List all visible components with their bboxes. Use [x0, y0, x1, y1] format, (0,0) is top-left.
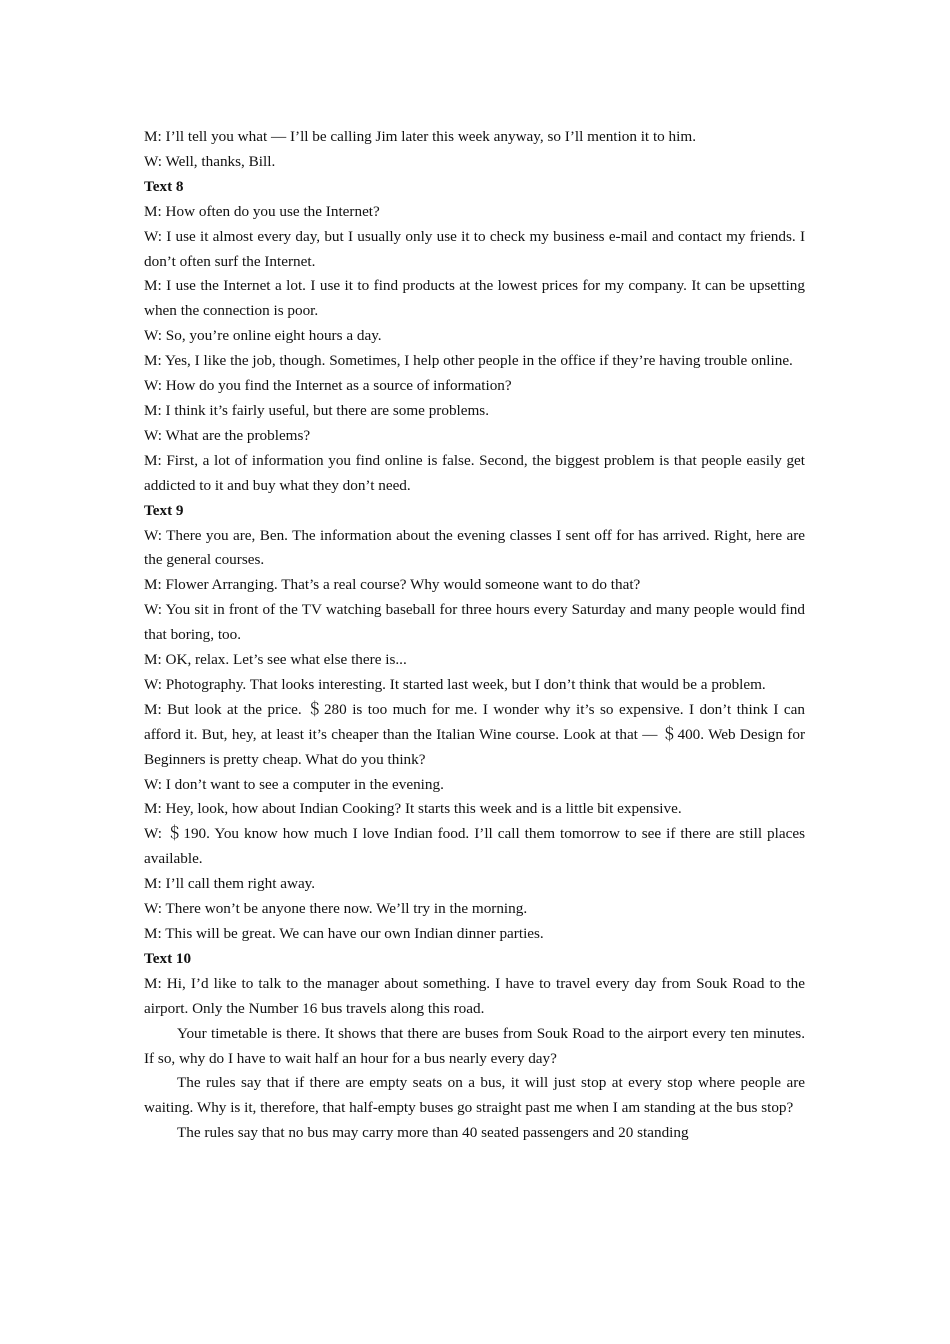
- section-heading: Text 10: [144, 949, 192, 967]
- section-heading: Text 9: [144, 501, 184, 519]
- dialogue-line: W: So, you’re online eight hours a day.: [144, 327, 382, 345]
- dialogue-line: W: Photography. That looks interesting. It started last week, but I don’t think that would be a problem.: [144, 675, 766, 693]
- dialogue-line: W: I don’t want to see a computer in the evening.: [144, 775, 444, 793]
- dialogue-line: M: But look at the price. ＄280 is too much for me. I wonder why it’s so expensive. I don’t think I can afford it. But, hey, at least it’s cheaper than the Italian Wine course. Look at that — ＄400. Web Design for Beginners is pretty cheap. What do you think?: [144, 700, 805, 768]
- dialogue-line: M: Flower Arranging. That’s a real course? Why would someone want to do that?: [144, 576, 641, 594]
- dialogue-line: W: There won’t be anyone there now. We’ll try in the morning.: [144, 900, 528, 918]
- dialogue-line: M: I think it’s fairly useful, but there are some problems.: [144, 401, 490, 419]
- dialogue-line: M: I’ll tell you what — I’ll be calling Jim later this week anyway, so I’ll mention it to him.: [144, 128, 696, 145]
- dialogue-line: W: Well, thanks, Bill.: [144, 152, 276, 170]
- dialogue-line: M: I’ll call them right away.: [144, 875, 316, 893]
- dialogue-line: W: I use it almost every day, but I usually only use it to check my business e-mail and contact my friends. I don’t often surf the Internet.: [144, 227, 805, 270]
- indented-paragraph: Your timetable is there. It shows that there are buses from Souk Road to the airport every ten minutes. If so, why do I have to wait half an hour for a bus nearly every day?: [144, 1024, 805, 1067]
- indented-paragraph: The rules say that no bus may carry more than 40 seated passengers and 20 standing: [177, 1124, 689, 1142]
- transcript-body: [144, 125, 805, 1146]
- dialogue-line: M: OK, relax. Let’s see what else there is...: [144, 651, 407, 669]
- dialogue-line: W: What are the problems?: [144, 426, 311, 444]
- dialogue-line: M: Hey, look, how about Indian Cooking? It starts this week and is a little bit expensive.: [144, 800, 682, 818]
- dialogue-line: M: How often do you use the Internet?: [144, 202, 380, 220]
- section-heading: Text 8: [144, 177, 184, 195]
- dialogue-line: M: Hi, I’d like to talk to the manager about something. I have to travel every day from Souk Road to the airport. Only the Number 16 bus travels along this road.: [144, 974, 805, 1017]
- dialogue-line: M: I use the Internet a lot. I use it to find products at the lowest prices for my company. It can be upsetting when the connection is poor.: [144, 277, 805, 320]
- dialogue-line: W: There you are, Ben. The information about the evening classes I sent off for has arrived. Right, here are the general courses.: [144, 526, 805, 569]
- dialogue-line: M: First, a lot of information you find online is false. Second, the biggest problem is that people easily get addicted to it and buy what they don’t need.: [144, 451, 805, 494]
- dialogue-line: W: ＄190. You know how much I love Indian food. I’ll call them tomorrow to see if there are still places available.: [144, 825, 805, 868]
- indented-paragraph: The rules say that if there are empty seats on a bus, it will just stop at every stop where people are waiting. Why is it, therefore, that half-empty buses go straight past me when I am standing at the bus stop?: [144, 1074, 805, 1117]
- dialogue-line: M: This will be great. We can have our own Indian dinner parties.: [144, 925, 544, 942]
- dialogue-line: M: Yes, I like the job, though. Sometimes, I help other people in the office if they’re having trouble online.: [144, 352, 793, 370]
- dialogue-line: W: How do you find the Internet as a source of information?: [144, 377, 512, 395]
- dialogue-line: W: You sit in front of the TV watching baseball for three hours every Saturday and many people would find that boring, too.: [144, 601, 805, 644]
